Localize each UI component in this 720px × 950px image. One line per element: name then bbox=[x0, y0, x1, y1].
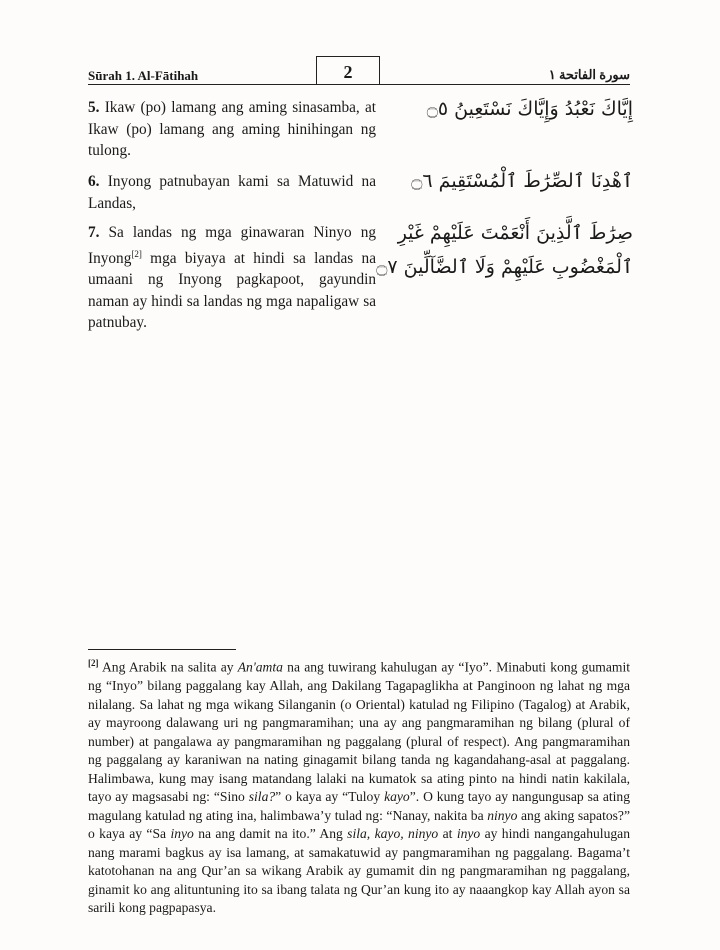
footnote-italic-term: inyo bbox=[456, 826, 481, 842]
page-number: 2 bbox=[316, 56, 380, 85]
footnote-text: na ang damit na ito.” Ang bbox=[193, 826, 348, 842]
footnote-italic-term: sila, kayo, ninyo bbox=[347, 826, 439, 842]
footnote-italic-term: ninyo bbox=[487, 807, 518, 823]
arabic-line: إِيَّاكَ نَعْبُدُ وَإِيَّاكَ نَسْتَعِينُ ۝٥ bbox=[426, 98, 633, 120]
verse-7-arabic bbox=[376, 216, 633, 284]
footnote-text: ay hindi nangangahulugan nang marami bagkus ay isa lamang, at samakatuwid ay pangmaramihan ng paggalang. Bagama’t katotohanan na ang Qur’an sa wikang Arabik ay gumamit din ng pangmaramihan ng paggalang, ginamit ko ang alituntuning ito sa ibang talata ng Qur’an kung ito ay naaangkop kay Allah ayon sa sarili kong pagpapasya. bbox=[88, 826, 631, 916]
verse-5 bbox=[88, 97, 376, 162]
footnote-italic-term: kayo bbox=[384, 789, 410, 805]
footnote bbox=[88, 654, 630, 918]
verse-5-arabic bbox=[405, 92, 633, 126]
verse-7 bbox=[88, 222, 376, 334]
footnote-italic-term: sila? bbox=[248, 789, 276, 805]
footnote-marker: [2] bbox=[88, 658, 99, 668]
verse-number: 5. bbox=[88, 99, 100, 116]
page-header bbox=[88, 62, 630, 85]
surah-title-latin: Sūrah 1. Al-Fātihah bbox=[88, 68, 199, 83]
verse-6 bbox=[88, 171, 376, 214]
arabic-line: ٱهْدِنَا ٱلصِّرَٰطَ ٱلْمُسْتَقِيمَ ۝٦ bbox=[411, 170, 633, 192]
footnote-text: na ang tuwirang kahulugan ay “Iyo”. Minabuti kong gumamit ng “Inyo” bilang paggalang kay Allah, ang Dakilang Tagapaglikha at Panginoon ng lahat ng mga nilalang. Sa lahat ng mga wikang Silanganin (o Oriental) katulad ng Filipino (Tagalog) at Arabik, ay mayroong dalawang uri ng pangmaramihan; una ay ang pangmaramihan ng bilang (plural of number) at pangalawa ay pangmaramihan ng paggalang (plural of respect). Ang pangmaramihan ng paggalang ay karaniwan na nating ginagamit bilang tanda ng kagandahang-asal at paggalang. Halimbawa, kung may isang matandang lalaki na kumatok sa ating pinto na hindi natin kakilala, tayo ay magsasabi ng: “Sino bbox=[88, 659, 630, 805]
arabic-line: صِرَٰطَ ٱلَّذِينَ أَنْعَمْتَ عَلَيْهِمْ غَيْرِ bbox=[397, 222, 633, 244]
footnote-italic-term: An'amta bbox=[237, 659, 283, 675]
verse-6-arabic bbox=[405, 164, 633, 198]
verse-number: 7. bbox=[88, 224, 100, 241]
footnote-text: ang aking sapatos?” o kaya ay “Sa bbox=[88, 807, 630, 842]
footnote-text: ” o kaya ay “Tuloy bbox=[275, 789, 385, 805]
surah-title-arabic: سورة الفاتحة ١ bbox=[548, 67, 630, 82]
footnote-text: Ang Arabik na salita ay bbox=[98, 659, 238, 675]
verse-text: Inyong patnubayan kami sa Matuwid na Landas, bbox=[88, 173, 376, 212]
verse-text: Sa landas ng mga ginawaran Ninyo ng Inyong bbox=[88, 224, 376, 267]
verse-text: Ikaw (po) lamang ang aming sinasamba, at Ikaw (po) lamang ang aming hinihingan ng tulong. bbox=[88, 99, 376, 159]
footnote-italic-term: inyo bbox=[170, 826, 194, 842]
footnote-text: at bbox=[438, 826, 457, 842]
verse-text: mga biyaya at hindi sa landas na umaani ng Inyong pagkapoot, gayundin naman ay hindi sa landas ng mga napaligaw sa patnubay. bbox=[88, 249, 376, 332]
verse-number: 6. bbox=[88, 173, 100, 190]
footnote-text: ”. O kung tayo ay nangungusap sa ating magulang katulad ng ating ina, halimbawa’y tulad ng: “Nanay, nakita ba bbox=[88, 789, 630, 823]
footnote-divider bbox=[88, 649, 236, 650]
footnote-reference[interactable]: [2] bbox=[131, 248, 142, 259]
arabic-line: ٱلْمَغْضُوبِ عَلَيْهِمْ وَلَا ٱلضَّآلِّينَ ۝٧ bbox=[376, 256, 633, 278]
